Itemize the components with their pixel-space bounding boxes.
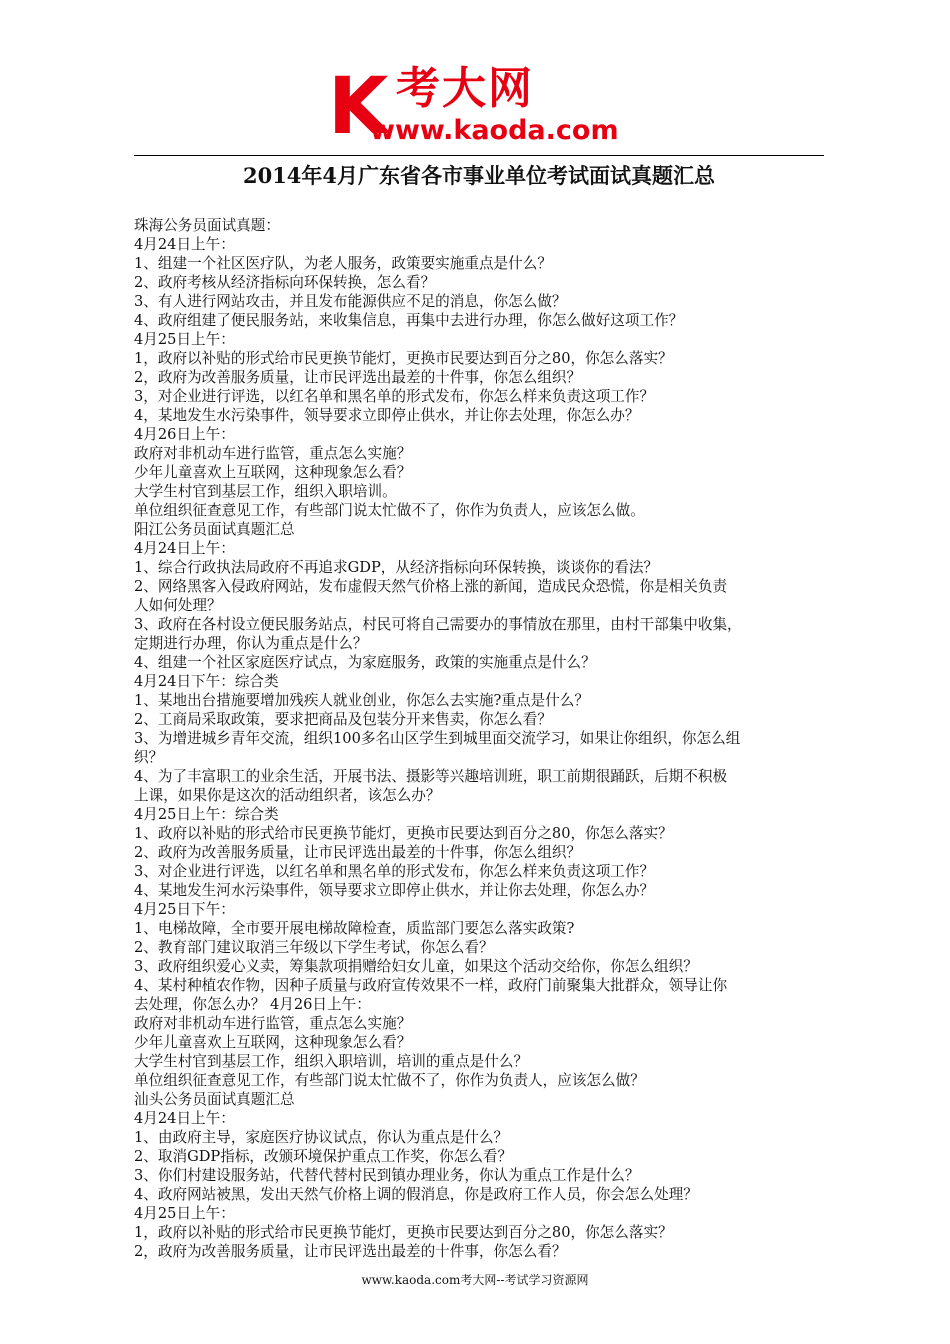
body-line: 4月25日下午： [134, 901, 235, 918]
body-line: 3，对企业进行评选，以红名单和黑名单的形式发布，你怎么样来负责这项工作？ [134, 388, 655, 405]
body-line: 织？ [134, 749, 164, 766]
body-line: 定期进行办理，你认为重点是什么？ [134, 635, 368, 652]
body-line: 4月24日上午： [134, 1110, 235, 1127]
body-line: 3、你们村建设服务站，代替代替村民到镇办理业务，你认为重点工作是什么？ [134, 1167, 640, 1184]
body-line: 2，政府为改善服务质量，让市民评选出最差的十件事，你怎么看？ [134, 1243, 567, 1260]
body-line: 2、教育部门建议取消三年级以下学生考试，你怎么看？ [134, 939, 494, 956]
header-rule [134, 155, 824, 156]
body-line: 4月24日上午： [134, 540, 235, 557]
body-line: 2、政府为改善服务质量，让市民评选出最差的十件事，你怎么组织？ [134, 844, 582, 861]
body-line: 1、电梯故障，全市要开展电梯故障检查，质监部门要怎么落实政策? [134, 920, 575, 937]
body-line: 上课，如果你是这次的活动组织者，该怎么办？ [134, 787, 441, 804]
body-line: 1，政府以补贴的形式给市民更换节能灯，更换市民要达到百分之80，你怎么落实？ [134, 350, 673, 367]
body-line: 1、某地出台措施要增加残疾人就业创业，你怎么去实施?重点是什么？ [134, 692, 589, 709]
body-line: 3、有人进行网站攻击，并且发布能源供应不足的消息，你怎么做？ [134, 293, 567, 310]
body-line: 1、综合行政执法局政府不再追求GDP，从经济指标向环保转换，谈谈你的看法？ [134, 559, 659, 576]
body-line: 2，政府为改善服务质量，让市民评选出最差的十件事，你怎么组织？ [134, 369, 582, 386]
page-footer: www.kaoda.com考大网--考试学习资源网 [361, 1273, 589, 1287]
body-line: 2、工商局采取政策，要求把商品及包装分开来售卖，你怎么看？ [134, 711, 552, 728]
body-line: 大学生村官到基层工作，组织入职培训。 [134, 483, 397, 500]
body-line: 人如何处理？ [134, 597, 222, 614]
body-line: 4月25日上午：综合类 [134, 806, 279, 823]
body-line: 珠海公务员面试真题： [134, 217, 280, 234]
body-line: 1，政府以补贴的形式给市民更换节能灯，更换市民要达到百分之80，你怎么落实？ [134, 1224, 673, 1241]
body-line: 4月25日上午： [134, 1205, 235, 1222]
body-line: 汕头公务员面试真题汇总 [134, 1091, 295, 1108]
body-line: 1、由政府主导，家庭医疗协议试点，你认为重点是什么？ [134, 1129, 509, 1146]
body-line: 政府对非机动车进行监管，重点怎么实施？ [134, 445, 412, 462]
body-line: 阳江公务员面试真题汇总 [134, 521, 295, 538]
body-line: 大学生村官到基层工作，组织入职培训，培训的重点是什么？ [134, 1053, 529, 1070]
body-line: 4月25日上午： [134, 331, 235, 348]
body-line: 1、组建一个社区医疗队，为老人服务，政策要实施重点是什么？ [134, 255, 552, 272]
body-line: 4、某村种植农作物，因种子质量与政府宣传效果不一样，政府门前聚集大批群众，领导让你 [134, 977, 728, 994]
body-line: 4、某地发生河水污染事件，领导要求立即停止供水，并让你去处理，你怎么办？ [134, 882, 655, 899]
body-line: 4、政府组建了便民服务站，来收集信息，再集中去进行办理，你怎么做好这项工作？ [134, 312, 684, 329]
body-line: 单位组织征查意见工作，有些部门说太忙做不了，你作为负责人，应该怎么做。 [134, 502, 645, 519]
body-line: 去处理，你怎么办？ 4月26日上午： [134, 996, 371, 1013]
logo-url: www.kaoda.com [370, 115, 619, 146]
body-line: 单位组织征查意见工作，有些部门说太忙做不了，你作为负责人，应该怎么做？ [134, 1072, 645, 1089]
body-line: 3、对企业进行评选，以红名单和黑名单的形式发布，你怎么样来负责这项工作？ [134, 863, 655, 880]
body-line: 3、政府在各村设立便民服务站点，村民可将自己需要办的事情放在那里，由村干部集中收集， [134, 616, 742, 633]
body-line: 2、网络黑客入侵政府网站，发布虚假天然气价格上涨的新闻，造成民众恐慌，你是相关负责 [134, 578, 728, 595]
kaoda-logo [328, 62, 648, 152]
body-line: 4、组建一个社区家庭医疗试点，为家庭服务，政策的实施重点是什么？ [134, 654, 596, 671]
body-line: 4、政府网站被黑，发出天然气价格上调的假消息，你是政府工作人员，你会怎么处理？ [134, 1186, 698, 1203]
body-line: 4，某地发生水污染事件，领导要求立即停止供水，并让你去处理，你怎么办？ [134, 407, 640, 424]
body-line: 4月26日上午： [134, 426, 235, 443]
body-line: 3、政府组织爱心义卖，筹集款项捐赠给妇女儿童，如果这个活动交给你，你怎么组织？ [134, 958, 698, 975]
body-line: 政府对非机动车进行监管，重点怎么实施？ [134, 1015, 412, 1032]
logo-k-mark: K [328, 62, 385, 152]
body-line: 2、政府考核从经济指标向环保转换，怎么看？ [134, 274, 436, 291]
body-line: 4月24日下午：综合类 [134, 673, 279, 690]
body-line: 少年儿童喜欢上互联网，这种现象怎么看？ [134, 464, 412, 481]
body-line: 3、为增进城乡青年交流，组织100多名山区学生到城里面交流学习，如果让你组织，你怎么组 [134, 730, 741, 747]
body-line: 1、政府以补贴的形式给市民更换节能灯，更换市民要达到百分之80，你怎么落实？ [134, 825, 673, 842]
body-line: 4、为了丰富职工的业余生活，开展书法、摄影等兴趣培训班，职工前期很踊跃，后期不积极 [134, 768, 728, 785]
body-line: 少年儿童喜欢上互联网，这种现象怎么看？ [134, 1034, 412, 1051]
document-title: 2014年4月广东省各市事业单位考试面试真题汇总 [242, 163, 716, 188]
logo-chinese-name: 考大网 [396, 63, 534, 114]
document-body [134, 216, 828, 1261]
body-line: 4月24日上午： [134, 236, 235, 253]
body-line: 2、取消GDP指标，改颁环境保护重点工作奖，你怎么看？ [134, 1148, 513, 1165]
